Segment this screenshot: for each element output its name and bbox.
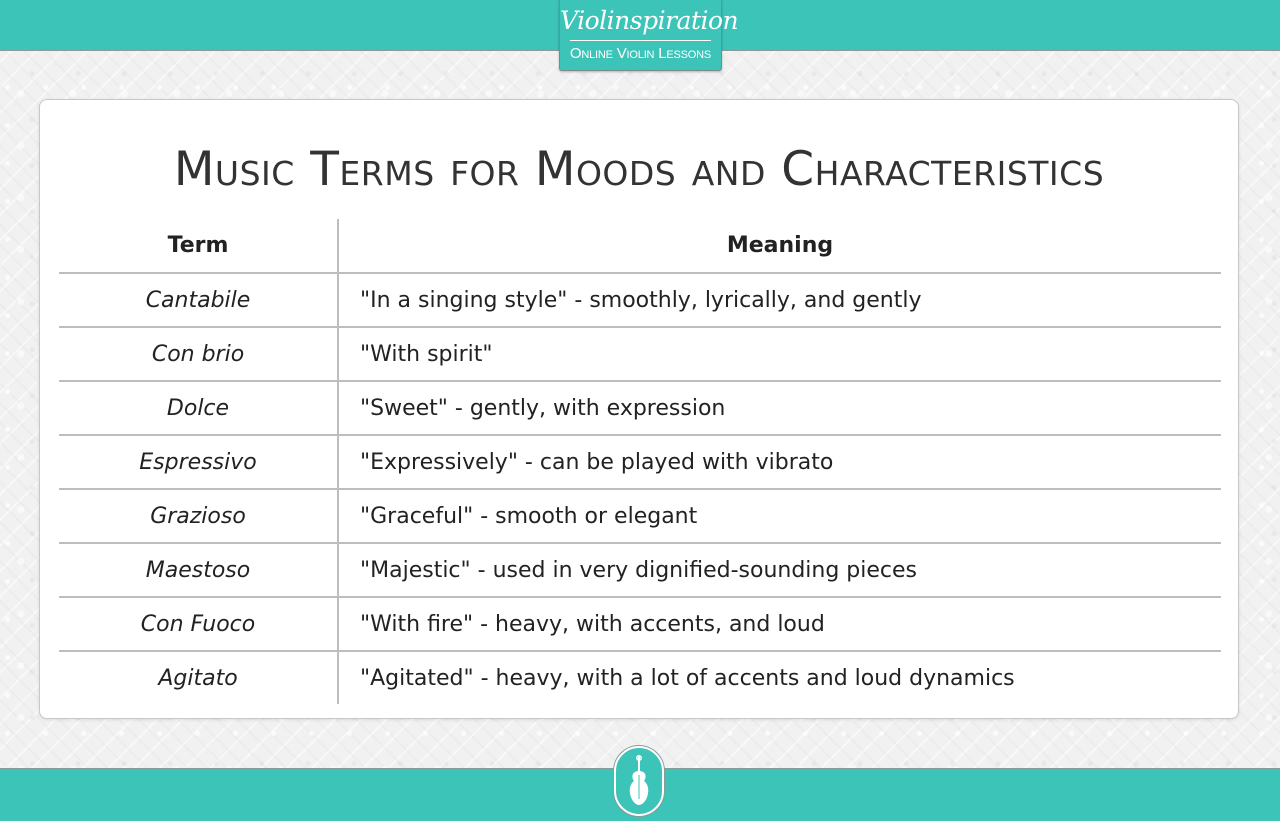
term-cell: Grazioso xyxy=(59,489,338,543)
table-row xyxy=(59,651,1221,704)
logo-subtitle: Online Violin Lessons xyxy=(569,45,712,62)
terms-table xyxy=(59,219,1221,704)
meaning-cell: "Graceful" - smooth or elegant xyxy=(338,489,1221,543)
term-cell: Agitato xyxy=(59,651,338,704)
term-cell: Maestoso xyxy=(59,543,338,597)
term-cell: Con Fuoco xyxy=(59,597,338,651)
header-meaning: Meaning xyxy=(338,219,1221,273)
meaning-cell: "Majestic" - used in very dignified-sounding pieces xyxy=(338,543,1221,597)
header-term: Term xyxy=(59,219,338,273)
table-row xyxy=(59,597,1221,651)
table-row xyxy=(59,435,1221,489)
meaning-cell: "In a singing style" - smoothly, lyrically, and gently xyxy=(338,273,1221,327)
meaning-cell: "With spirit" xyxy=(338,327,1221,381)
content-card xyxy=(39,99,1239,719)
logo-divider xyxy=(570,40,711,41)
term-cell: Con brio xyxy=(59,327,338,381)
meaning-cell: "Agitated" - heavy, with a lot of accents and loud dynamics xyxy=(360,665,1015,691)
table-header-row xyxy=(59,219,1221,273)
meaning-cell: "With fire" - heavy, with accents, and loud xyxy=(338,597,1221,651)
site-logo[interactable] xyxy=(559,0,739,71)
meaning-cell: "Expressively" - can be played with vibrato xyxy=(338,435,1221,489)
logo-wordmark: Violinspiration xyxy=(560,6,739,35)
table-row xyxy=(59,543,1221,597)
footer-badge[interactable] xyxy=(614,746,664,816)
table-row xyxy=(59,327,1221,381)
table-row xyxy=(59,381,1221,435)
violin-icon xyxy=(628,755,650,807)
term-cell: Cantabile xyxy=(59,273,338,327)
term-cell: Dolce xyxy=(59,381,338,435)
table-row xyxy=(59,273,1221,327)
page-title: Music Terms for Moods and Characteristics xyxy=(173,142,1105,197)
table-row xyxy=(59,489,1221,543)
meaning-cell: "Sweet" - gently, with expression xyxy=(338,381,1221,435)
term-cell: Espressivo xyxy=(59,435,338,489)
